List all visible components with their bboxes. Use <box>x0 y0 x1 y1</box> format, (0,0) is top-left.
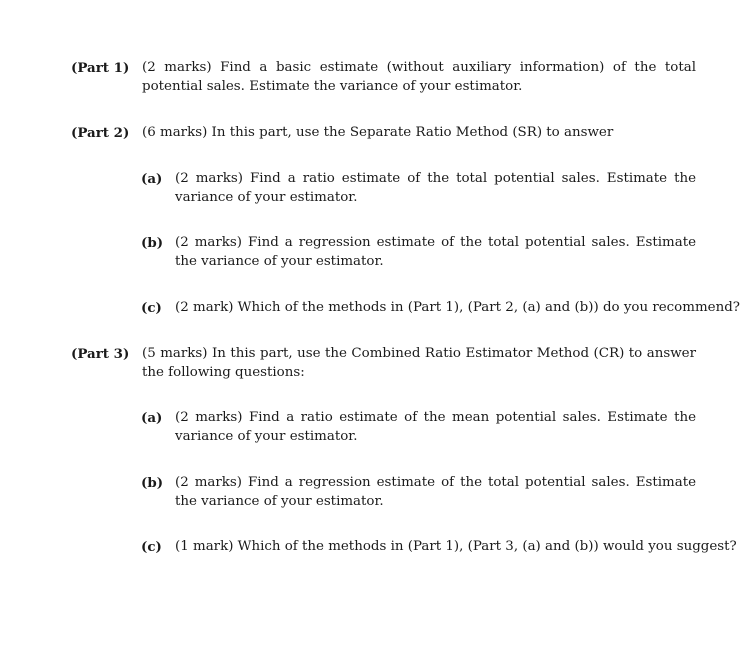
part-3-item-b-label: (b) <box>141 475 164 491</box>
part-2-label: (Part 2) <box>71 125 130 141</box>
part-3-item-c-label: (c) <box>141 539 162 555</box>
part-1-label: (Part 1) <box>71 60 130 76</box>
part-2-item-c-label: (c) <box>141 300 162 316</box>
part-3-item-b-text: (2 marks) Find a regression estimate of the total potential sales. Estimate the variance of your estimator. <box>175 475 696 509</box>
part-2-item-a-text: (2 marks) Find a ratio estimate of the total potential sales. Estimate the variance of your estimator. <box>175 171 696 205</box>
part-3-item-a-label: (a) <box>141 410 163 426</box>
part-3-text: (5 marks) In this part, use the Combined Ratio Estimator Method (CR) to answer the following questions: <box>142 346 696 380</box>
part-2-text: (6 marks) In this part, use the Separate Ratio Method (SR) to answer <box>142 125 614 140</box>
part-3-label: (Part 3) <box>71 346 130 362</box>
part-3-item-a-text: (2 marks) Find a ratio estimate of the mean potential sales. Estimate the variance of your estimator. <box>175 410 696 444</box>
part-1-text: (2 marks) Find a basic estimate (without auxiliary information) of the total potential sales. Estimate the variance of your estimator. <box>142 60 696 94</box>
part-2-item-b-label: (b) <box>141 235 164 251</box>
part-2-item-a-label: (a) <box>141 171 163 187</box>
part-3-item-c-text: (1 mark) Which of the methods in (Part 1), (Part 3, (a) and (b)) would you suggest? <box>175 539 737 554</box>
part-2-item-b-text: (2 marks) Find a regression estimate of the total potential sales. Estimate the variance of your estimator. <box>175 235 696 269</box>
part-2-item-c-text: (2 mark) Which of the methods in (Part 1), (Part 2, (a) and (b)) do you recommend? <box>175 300 740 315</box>
